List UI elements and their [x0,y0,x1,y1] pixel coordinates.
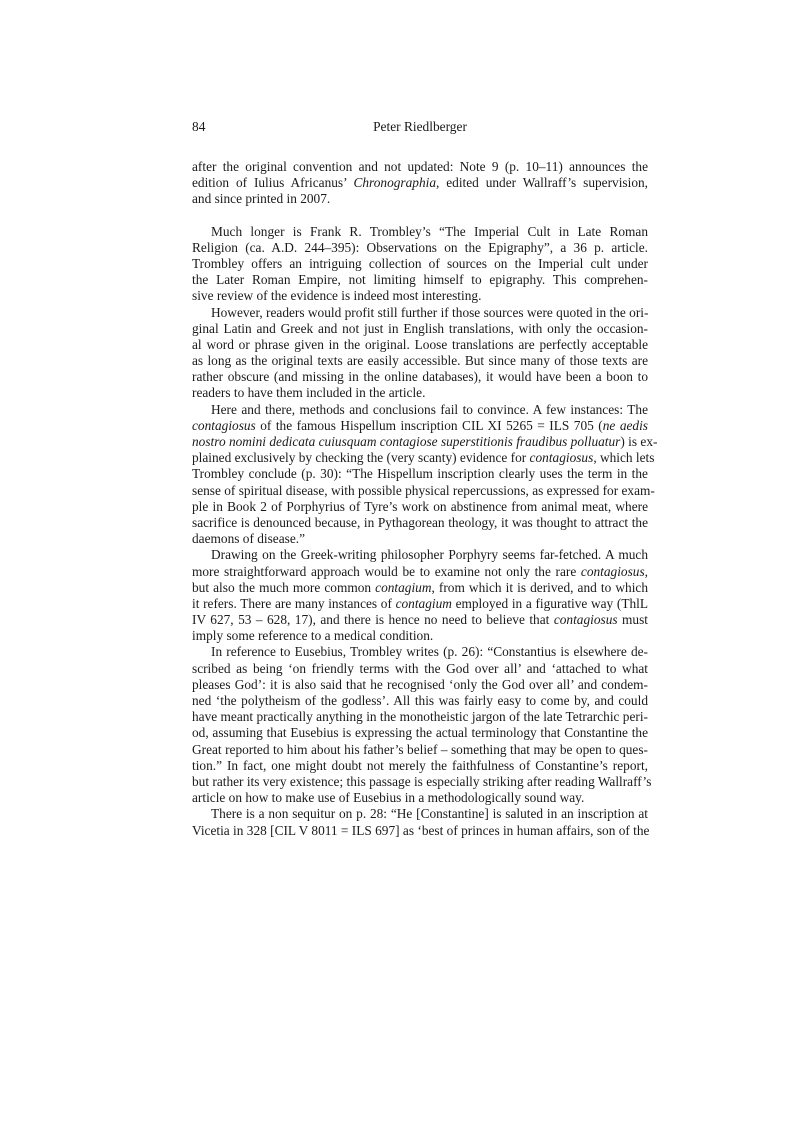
text-line: Trombley offers an intriguing collection of sources on the Imperial cult under [192,255,648,271]
text-line: edition of Iulius Africanus’ Chronographia, edited under Wallraff’s supervision, [192,175,648,191]
body-text [192,159,658,839]
text-line: sive review of the evidence is indeed most interesting. [192,288,482,304]
text-line: ned ‘the polytheism of the godless’. All this was fairly easy to come by, and could [192,693,648,708]
text-line: daemons of disease.” [192,531,306,547]
text-line: the Later Roman Empire, not limiting himself to epigraphy. This comprehen- [192,272,648,288]
text-line: nostro nomini dedicata cuiusquam contagiose superstitionis fraudibus polluatur) is ex- [192,434,658,449]
text-line: it refers. There are many instances of contagium employed in a figurative way (ThlL [192,595,648,611]
text-line: sense of spiritual disease, with possible physical repercussions, as expressed for exam- [192,482,655,498]
section-gap [192,208,648,224]
text-line: scribed as being ‘on friendly terms with the God over all’ and ‘attached to what [192,660,648,676]
text-line: sacrifice is denounced because, in Pythagorean theology, it was thought to attract the [192,514,648,530]
text-line: Much longer is Frank R. Trombley’s “The Imperial Cult in Late Roman [211,223,648,239]
text-line: after the original convention and not updated: Note 9 (p. 10–11) announces the [192,159,648,174]
text-line: In reference to Eusebius, Trombley writes (p. 26): “Constantius is elsewhere de- [211,644,648,660]
running-head [192,119,648,137]
text-line: Religion (ca. A.D. 244–395): Observations on the Epigraphy”, a 36 p. article. [192,239,648,255]
text-line: Vicetia in 328 [CIL V 8011 = ILS 697] as ‘best of princes in human affairs, son of the [192,822,650,838]
text-line: ginal Latin and Greek and not just in English translations, with only the occasion- [192,320,648,336]
page-number: 84 [192,119,206,134]
text-line: rather obscure (and missing in the online databases), it would have been a boon to [192,369,648,385]
paragraph [192,806,648,838]
text-line: imply some reference to a medical condition. [192,628,434,644]
text-line: and since printed in 2007. [192,191,331,207]
text-line: as long as the original texts are easily accessible. But since many of those texts are [192,353,648,369]
text-line: Here and there, methods and conclusions fail to convince. A few instances: The [211,401,648,417]
paragraph [192,644,652,806]
paragraph [192,224,648,305]
paragraph [192,547,648,644]
text-line: plained exclusively by checking the (very scanty) evidence for contagiosus, which lets [192,450,655,466]
text-line: ple in Book 2 of Porphyrius of Tyre’s work on abstinence from animal meat, where [192,498,648,514]
running-title: Peter Riedlberger [373,119,467,134]
text-line: but also the much more common contagium, from which it is derived, and to which [192,579,648,595]
text-line: more straightforward approach would be to examine not only the rare contagiosus, [192,563,648,579]
text-line: tion.” In fact, one might doubt not merely the faithfulness of Constantine’s report, [192,757,648,773]
text-line: However, readers would profit still further if those sources were quoted in the ori- [211,304,649,320]
text-line: article on how to make use of Eusebius in a methodologically sound way. [192,790,585,806]
paragraph [192,401,658,548]
text-line: have meant practically anything in the monotheistic jargon of the late Tetrarchic peri- [192,709,648,725]
text-line: but rather its very existence; this passage is especially striking after reading Wallraff’s [192,773,652,789]
text-line: od, assuming that Eusebius is expressing the actual terminology that Constantine the [192,725,648,741]
text-line: pleases God’: it is also said that he recognised ‘only the God over all’ and condem- [192,676,648,692]
text-line: There is a non sequitur on p. 28: “He [Constantine] is saluted in an inscription at [211,806,648,822]
text-line: Great reported to him about his father’s belief – something that may be open to ques- [192,741,648,757]
text-line: contagiosus of the famous Hispellum inscription CIL XI 5265 = ILS 705 (ne aedis [192,417,648,433]
text-line: al word or phrase given in the original. Loose translations are perfectly acceptable [192,336,648,352]
paragraph [192,159,648,208]
text-line: Trombley conclude (p. 30): “The Hispellum inscription clearly uses the term in the [192,466,648,482]
paragraph [192,305,648,402]
text-line: readers to have them included in the article. [192,385,426,401]
text-line: Drawing on the Greek-writing philosopher Porphyry seems far-fetched. A much [211,547,648,563]
text-line: IV 627, 53 – 628, 17), and there is hence no need to believe that contagiosus must [192,612,648,628]
